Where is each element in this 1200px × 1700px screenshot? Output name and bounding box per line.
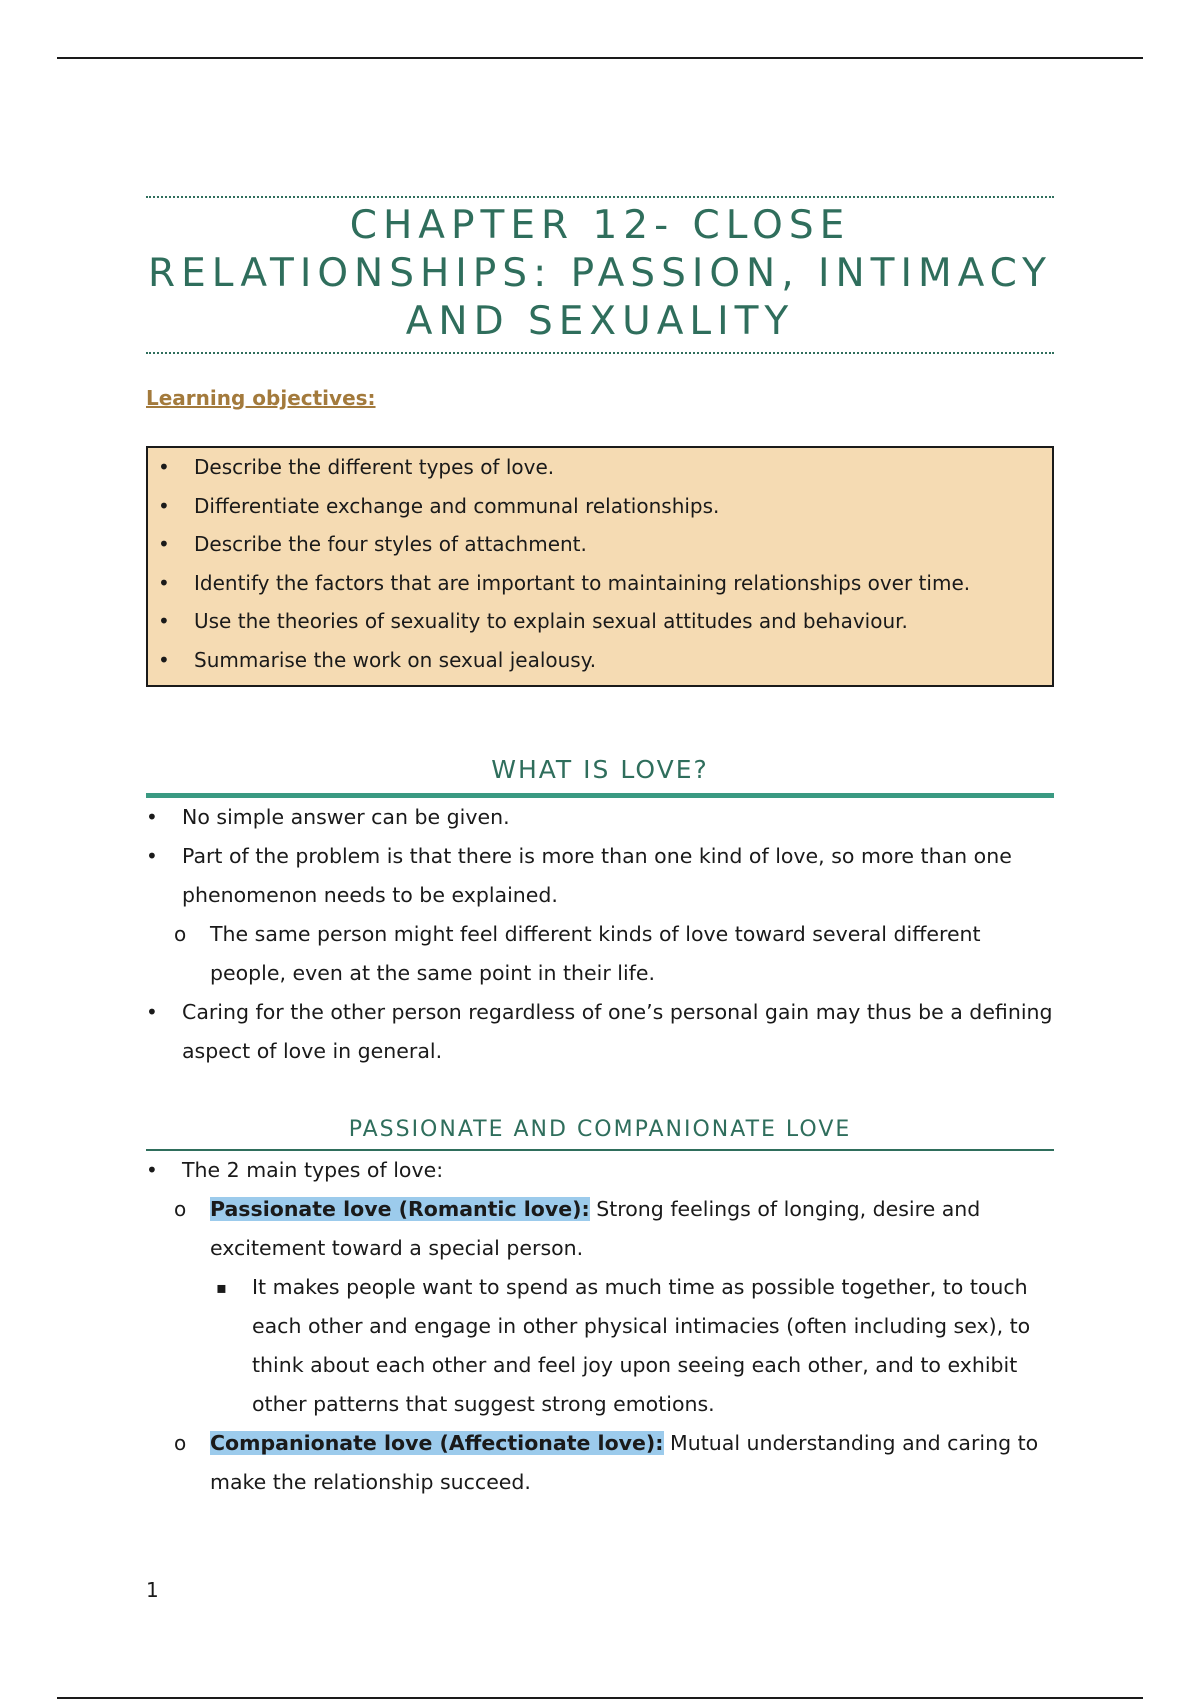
circle-bullet-icon: o: [174, 1431, 187, 1455]
list-item: [148, 487, 1052, 526]
list-item: [146, 1268, 1054, 1424]
types-of-love-list: [146, 1151, 1054, 1502]
list-item: [148, 525, 1052, 564]
list-item: [146, 1151, 1054, 1190]
bullet-icon: •: [146, 1158, 158, 1182]
objective-text: Describe the different types of love.: [194, 455, 555, 479]
list-item: [146, 1424, 1054, 1502]
square-bullet-icon: ▪: [216, 1278, 227, 1297]
chapter-title-line-2: RELATIONSHIPS: PASSION, INTIMACY: [148, 251, 1052, 296]
page-number: 1: [146, 1578, 159, 1602]
passionate-companionate-heading: PASSIONATE AND COMPANIONATE LOVE: [146, 1115, 1054, 1151]
passionate-love-detail: It makes people want to spend as much time as possible together, to touch each other and engage in other physical intimacies (often including sex), to think about each other and feel joy upon seeing each other, and to exhibit other patterns that suggest strong emotions.: [252, 1275, 1031, 1416]
passionate-love-term: Passionate love (Romantic love):: [210, 1197, 590, 1221]
learning-objectives-box: [146, 446, 1054, 687]
list-item: [148, 602, 1052, 641]
list-item-text: The same person might feel different kinds of love toward several different people, even at the same point in their life.: [210, 922, 981, 985]
page-top-rule: [57, 57, 1143, 59]
bullet-icon: •: [158, 647, 170, 672]
list-item: [148, 564, 1052, 603]
list-item: [146, 1190, 1054, 1268]
list-item: [146, 798, 1054, 837]
bullet-icon: •: [158, 455, 170, 479]
bullet-icon: •: [158, 532, 170, 556]
learning-objectives-list: [148, 448, 1052, 679]
learning-objectives-heading: Learning objectives:: [146, 386, 376, 410]
list-item-text: Part of the problem is that there is more than one kind of love, so more than one phenomenon needs to be explained.: [182, 844, 1012, 907]
chapter-title: [146, 196, 1054, 354]
list-item: [146, 915, 1054, 993]
list-item-text: Caring for the other person regardless of one’s personal gain may thus be a defining aspect of love in general.: [182, 1000, 1053, 1063]
bullet-icon: •: [158, 609, 170, 633]
objective-text: Identify the factors that are important to maintaining relationships over time.: [194, 570, 971, 595]
list-item-text: The 2 main types of love:: [182, 1158, 444, 1182]
passionate-love-definition: Strong feelings of longing, desire and excitement toward a special person.: [210, 1197, 981, 1260]
chapter-title-line-1: CHAPTER 12- CLOSE: [349, 203, 851, 248]
objective-text: Use the theories of sexuality to explain sexual attitudes and behaviour.: [194, 609, 908, 633]
companionate-love-definition: Mutual understanding and caring to make the relationship succeed.: [210, 1431, 1039, 1494]
objective-text: Summarise the work on sexual jealousy.: [194, 647, 597, 672]
list-item-text: No simple answer can be given.: [182, 805, 510, 829]
bullet-icon: •: [158, 570, 170, 595]
list-item: [146, 993, 1054, 1071]
list-item: [148, 448, 1052, 487]
circle-bullet-icon: o: [174, 922, 187, 946]
objective-text: Describe the four styles of attachment.: [194, 532, 587, 556]
document-body: [146, 196, 1054, 1502]
bullet-icon: •: [146, 844, 158, 868]
circle-bullet-icon: o: [174, 1197, 187, 1221]
objective-text: Differentiate exchange and communal relationships.: [194, 493, 720, 518]
bullet-icon: •: [146, 1000, 158, 1024]
page-bottom-rule: [57, 1697, 1143, 1699]
what-is-love-heading: WHAT IS LOVE?: [146, 753, 1054, 798]
companionate-love-term: Companionate love (Affectionate love):: [210, 1431, 664, 1455]
bullet-icon: •: [158, 493, 170, 518]
list-item: [148, 641, 1052, 680]
what-is-love-list: [146, 798, 1054, 1071]
list-item: [146, 837, 1054, 915]
chapter-title-line-3: AND SEXUALITY: [405, 299, 795, 344]
bullet-icon: •: [146, 805, 158, 829]
